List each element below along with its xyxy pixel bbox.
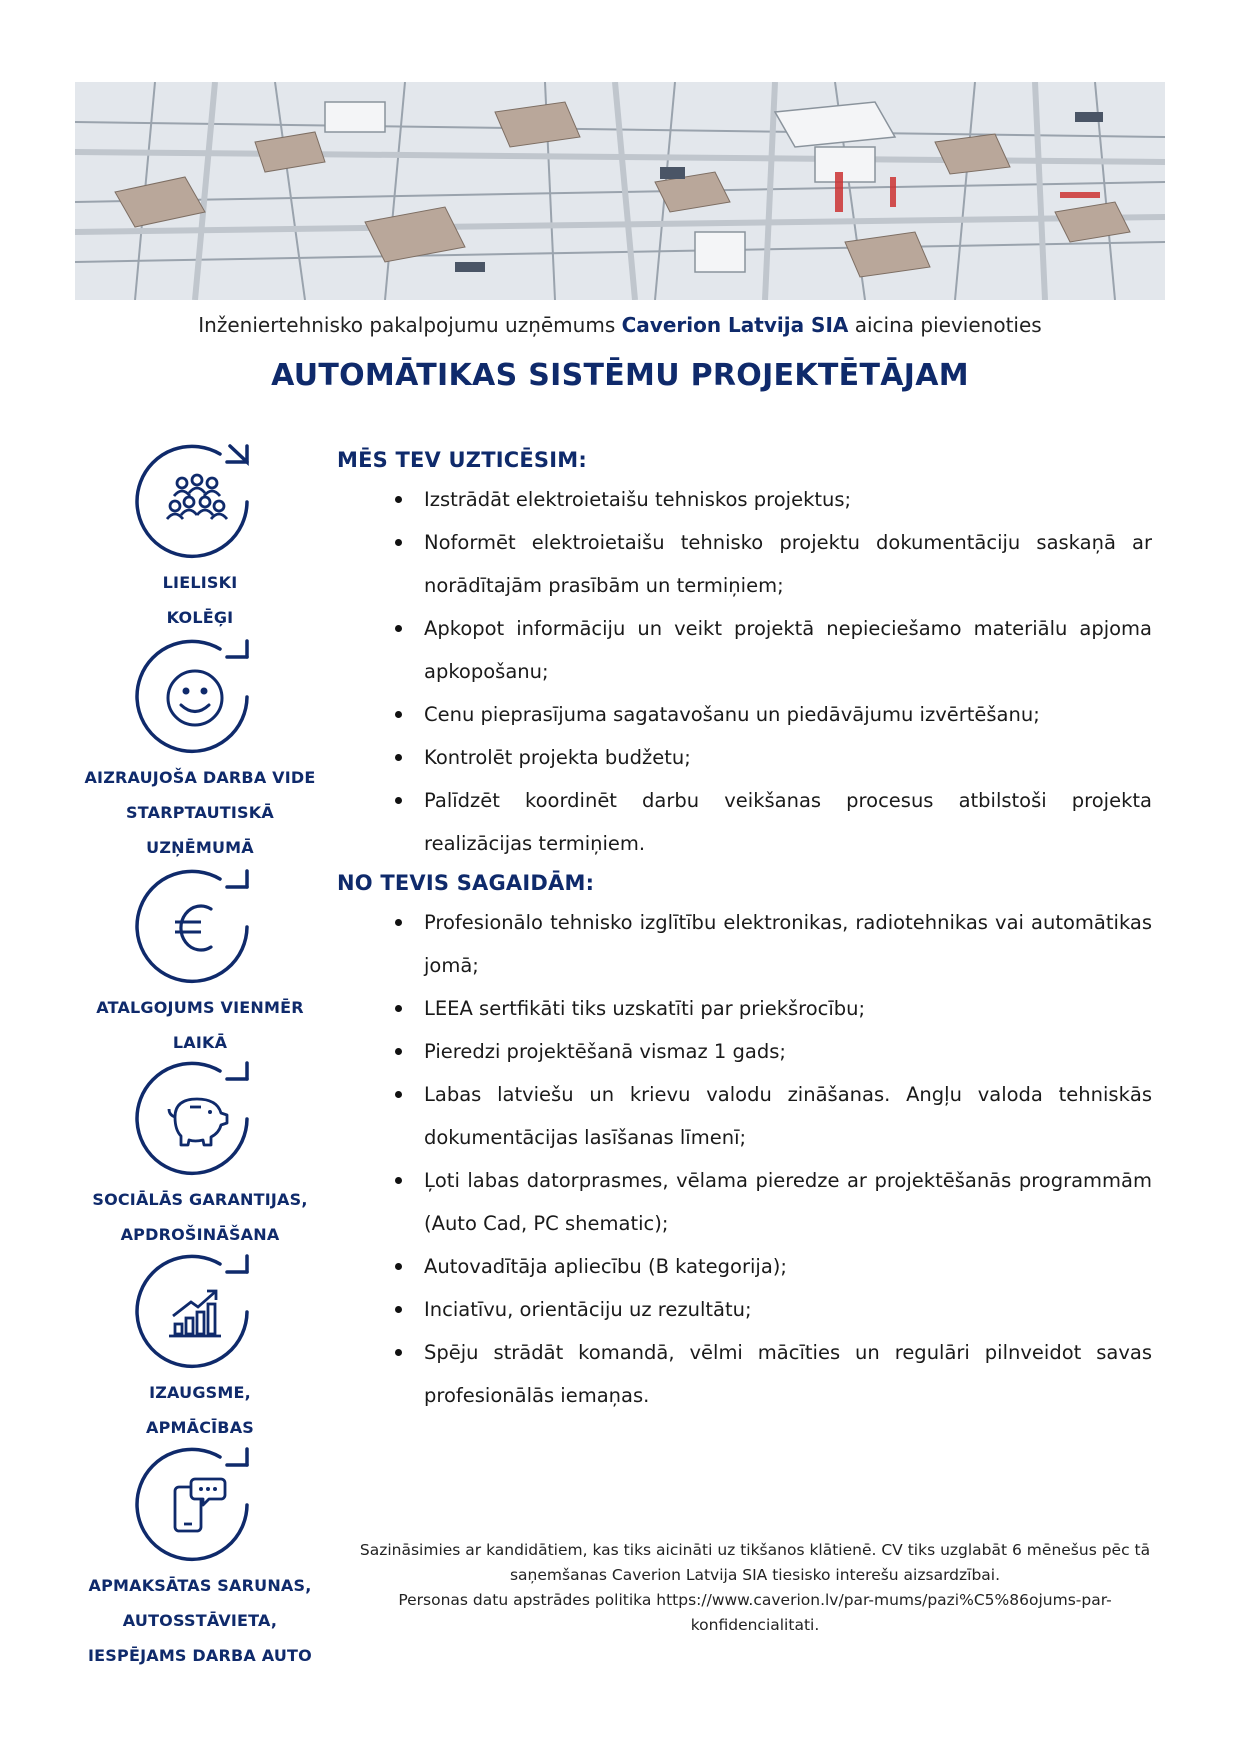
installation-render xyxy=(75,82,1165,300)
list-item: Ļoti labas datorprasmes, vēlama pieredze ar projektēšanās programmām (Auto Cad, PC shematic); xyxy=(337,1159,1152,1245)
benefit-label: SOCIĀLĀS GARANTIJAS, APDROŠINĀŠANA xyxy=(92,1190,308,1244)
list-item: Inciatīvu, orientāciju uz rezultātu; xyxy=(337,1288,1152,1331)
benefit-work-environment xyxy=(60,635,340,865)
requirements-list xyxy=(337,901,1152,1417)
benefit-colleagues xyxy=(60,440,340,635)
list-item: Autovadītāja apliecību (B kategorija); xyxy=(337,1245,1152,1288)
list-item: Labas latviešu un krievu valodu zināšanas. Angļu valoda tehniskās dokumentācijas lasīšanas līmenī; xyxy=(337,1073,1152,1159)
job-description xyxy=(337,448,1152,1423)
benefit-growth xyxy=(60,1250,340,1445)
list-item: LEEA sertfikāti tiks uzskatīti par priekšrocību; xyxy=(337,987,1152,1030)
responsibilities-heading: MĒS TEV UZTICĒSIM: xyxy=(337,448,587,472)
people-group-icon xyxy=(135,440,265,565)
benefit-label: AIZRAUJOŠA DARBA VIDE STARPTAUTISKĀ UZŅĒMUMĀ xyxy=(84,768,316,857)
list-item: Profesionālo tehnisko izglītību elektronikas, radiotehnikas vai automātikas jomā; xyxy=(337,901,1152,987)
list-item: Palīdzēt koordinēt darbu veikšanas procesus atbilstoši projekta realizācijas termiņiem. xyxy=(337,779,1152,865)
list-item: Cenu pieprasījuma sagatavošanu un piedāvājumu izvērtēšanu; xyxy=(337,693,1152,736)
benefit-label: IZAUGSME, APMĀCĪBAS xyxy=(145,1383,254,1437)
footer-cv-note: Sazināsimies ar kandidātiem, kas tiks aicināti uz tikšanos klātienē. CV tiks uzglabāt 6 mēnešus pēc tā saņemšanas Caverion Latvija SIA tiesisko interešu aizsardzībai. xyxy=(359,1541,1151,1584)
list-item: Noformēt elektroietaišu tehnisko projektu dokumentāciju saskaņā ar norādītajām prasībām un termiņiem; xyxy=(337,521,1152,607)
growth-chart-icon xyxy=(135,1250,265,1375)
piggy-bank-icon xyxy=(135,1057,265,1182)
intro-prefix: Inženiertehnisko pakalpojumu uzņēmums xyxy=(198,313,622,337)
intro-suffix: aicina pievienoties xyxy=(848,313,1042,337)
privacy-footer xyxy=(340,1538,1170,1638)
list-item: Spēju strādāt komandā, vēlmi mācīties un regulāri pilnveidot savas profesionālās iemaņas. xyxy=(337,1331,1152,1417)
benefit-label: LIELISKI KOLĒĢI xyxy=(162,573,238,627)
requirements-heading: NO TEVIS SAGAIDĀM: xyxy=(337,871,595,895)
list-item: Kontrolēt projekta budžetu; xyxy=(337,736,1152,779)
benefit-label: ATALGOJUMS VIENMĒR LAIKĀ xyxy=(96,998,304,1052)
list-item: Izstrādāt elektroietaišu tehniskos projektus; xyxy=(337,478,1152,521)
phone-chat-icon xyxy=(135,1443,265,1568)
euro-icon xyxy=(135,865,265,990)
footer-privacy-policy: Personas datu apstrādes politika https://www.caverion.lv/par-mums/pazi%C5%86ojums-par-konfidencialitati. xyxy=(398,1591,1112,1634)
company-name: Caverion Latvija SIA xyxy=(621,313,849,337)
intro-line xyxy=(0,313,1240,337)
benefit-phone-car xyxy=(60,1443,340,1673)
header-banner-image xyxy=(75,82,1165,300)
responsibilities-list xyxy=(337,478,1152,865)
benefit-social-guarantees xyxy=(60,1057,340,1252)
benefit-label: APMAKSĀTAS SARUNAS, AUTOSSTĀVIETA, IESPĒJAMS DARBA AUTO xyxy=(88,1576,312,1665)
job-title: AUTOMĀTIKAS SISTĒMU PROJEKTĒTĀJAM xyxy=(271,358,969,393)
smiley-icon xyxy=(135,635,265,760)
list-item: Apkopot informāciju un veikt projektā nepieciešamo materiālu apjoma apkopošanu; xyxy=(337,607,1152,693)
benefit-salary xyxy=(60,865,340,1060)
list-item: Pieredzi projektēšanā vismaz 1 gads; xyxy=(337,1030,1152,1073)
